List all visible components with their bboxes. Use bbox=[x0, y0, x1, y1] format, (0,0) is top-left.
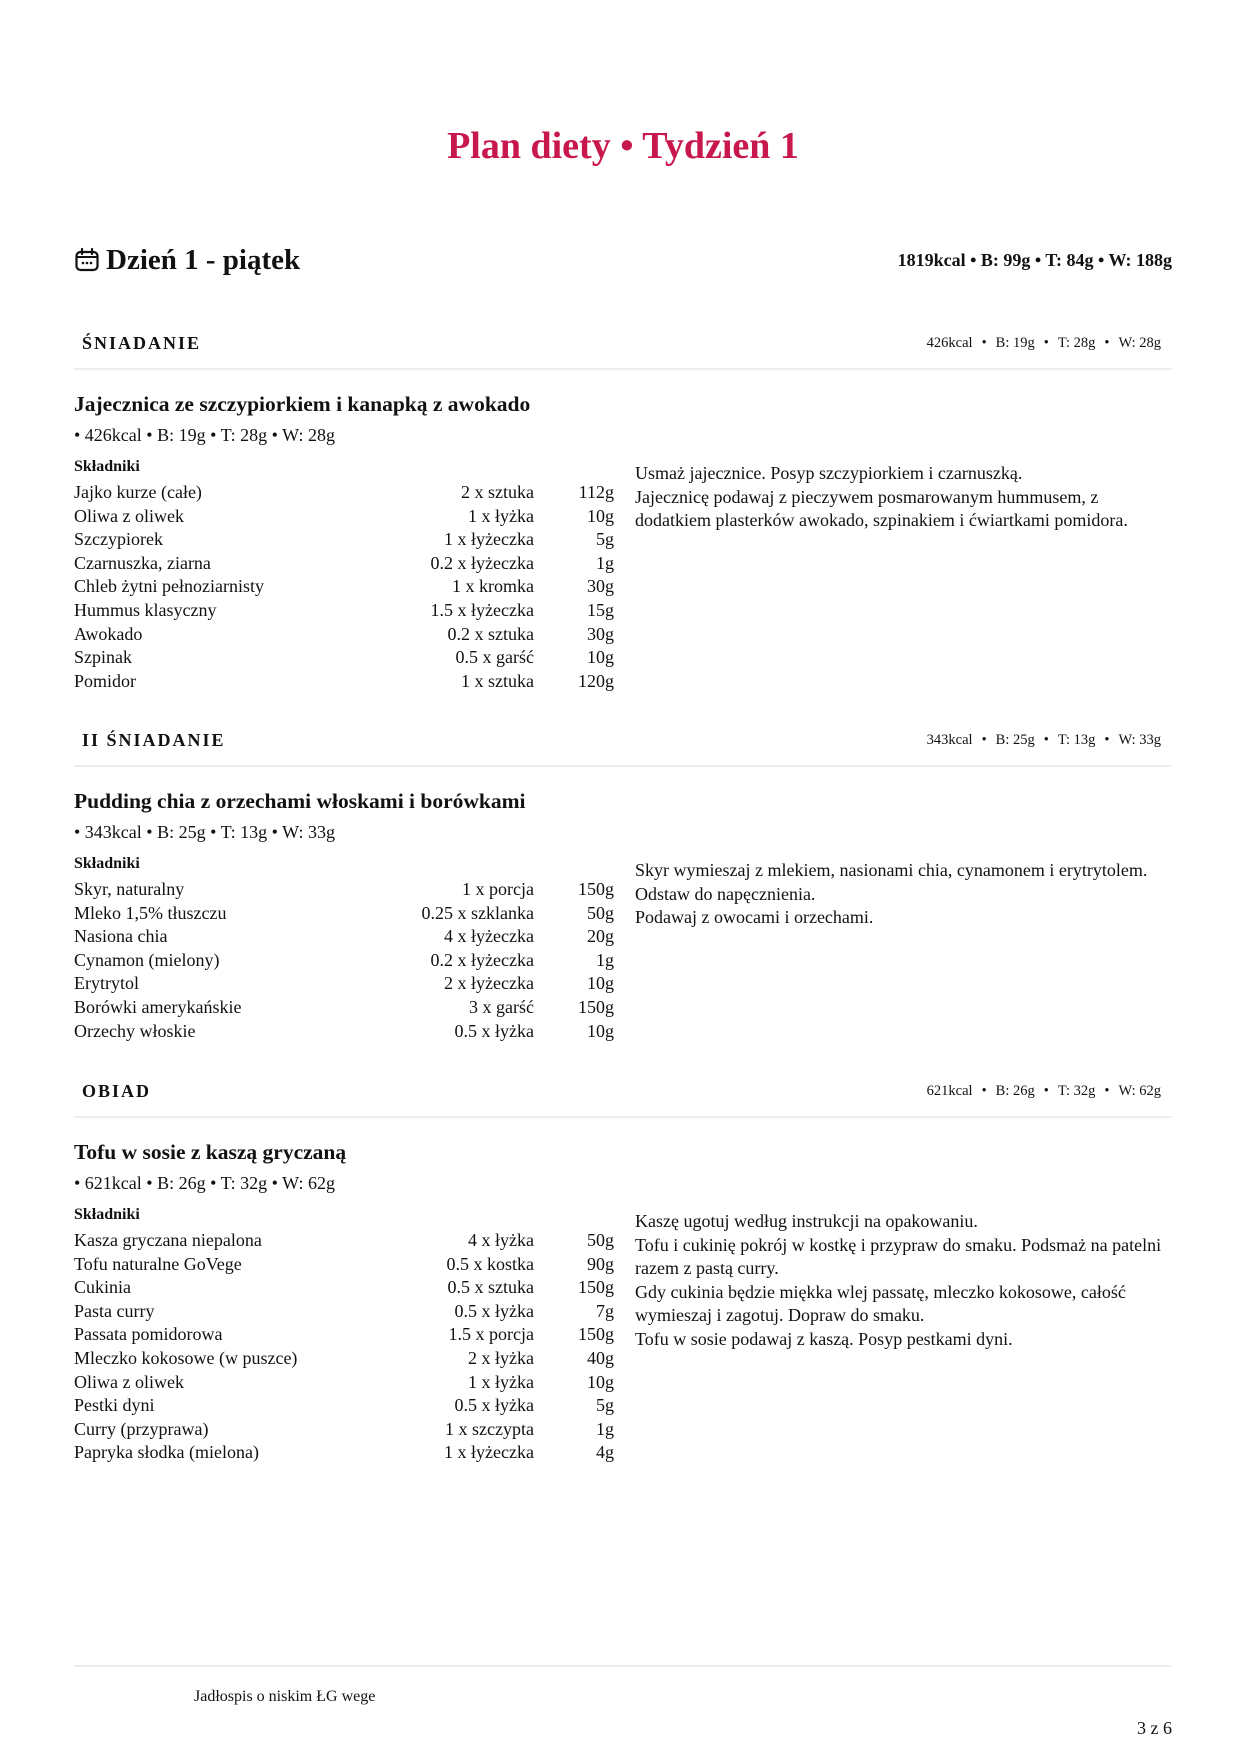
recipe-body bbox=[74, 1206, 1172, 1465]
meal-macros: 343kcal • B: 25g • T: 13g • W: 33g bbox=[926, 731, 1161, 748]
meal-macros: 621kcal • B: 26g • T: 32g • W: 62g bbox=[926, 1082, 1161, 1099]
document-page bbox=[74, 0, 1172, 1753]
ingredient-row bbox=[74, 575, 614, 599]
recipe-instructions bbox=[614, 458, 1172, 693]
ingredient-quantity: 0.5 x łyżka bbox=[454, 1020, 534, 1041]
ingredient-weight: 20g bbox=[587, 926, 614, 947]
ingredient-quantity: 1 x łyżeczka bbox=[444, 529, 534, 550]
ingredient-weight: 5g bbox=[596, 529, 614, 550]
ingredient-name: Czarnuszka, ziarna bbox=[74, 552, 211, 573]
meal-fat: T: 32g bbox=[1057, 1082, 1096, 1099]
ingredient-weight: 30g bbox=[587, 623, 614, 644]
ingredient-name: Skyr, naturalny bbox=[74, 879, 185, 899]
ingredient-row bbox=[74, 1229, 614, 1253]
ingredient-quantity: 1.5 x łyżeczka bbox=[430, 599, 534, 620]
document-title: Plan diety • Tydzień 1 bbox=[447, 125, 799, 167]
ingredient-name: Chleb żytni pełnoziarnisty bbox=[74, 576, 264, 597]
ingredient-row bbox=[74, 599, 614, 623]
meal-name: II ŚNIADANIE bbox=[82, 729, 226, 750]
ingredient-quantity: 2 x łyżka bbox=[468, 1347, 534, 1368]
ingredient-name: Erytrytol bbox=[74, 973, 139, 994]
recipe-title: Pudding chia z orzechami włoskami i borówkami bbox=[74, 789, 526, 813]
ingredient-quantity: 1 x łyżeczka bbox=[444, 1442, 534, 1463]
ingredient-name: Curry (przyprawa) bbox=[74, 1418, 209, 1439]
ingredient-weight: 10g bbox=[587, 1371, 614, 1392]
ingredient-quantity: 1 x szczypta bbox=[445, 1418, 534, 1439]
ingredient-name: Mleczko kokosowe (w puszce) bbox=[74, 1347, 298, 1368]
instruction-line: Tofu i cukinię pokrój w kostkę i przypraw do smaku. Podsmaż na patelni razem z pastą curry. bbox=[635, 1234, 1162, 1279]
instruction-line: Usmaż jajecznice. Posyp szczypiorkiem i czarnuszką. bbox=[635, 463, 1023, 483]
ingredient-row bbox=[74, 996, 614, 1020]
ingredient-quantity: 1 x łyżka bbox=[468, 505, 534, 526]
instruction-line: Kaszę ugotuj według instrukcji na opakowaniu. bbox=[635, 1211, 978, 1231]
meal-fat: T: 28g bbox=[1057, 334, 1096, 351]
ingredients-list bbox=[74, 1206, 614, 1465]
ingredient-rows bbox=[74, 878, 614, 1043]
ingredient-weight: 5g bbox=[596, 1395, 614, 1416]
meal-kcal: 426kcal bbox=[926, 334, 973, 351]
meal-header bbox=[74, 318, 1172, 370]
ingredient-row bbox=[74, 1020, 614, 1044]
meal-name: OBIAD bbox=[82, 1080, 152, 1101]
meal-carbs: W: 33g bbox=[1118, 731, 1161, 748]
ingredient-weight: 1g bbox=[596, 552, 614, 573]
ingredient-quantity: 0.2 x łyżeczka bbox=[430, 552, 534, 573]
meal-kcal: 343kcal bbox=[926, 731, 973, 748]
ingredient-row bbox=[74, 902, 614, 926]
meal-carbs: W: 62g bbox=[1118, 1082, 1161, 1099]
day-title-group bbox=[74, 244, 300, 277]
ingredient-quantity: 0.2 x sztuka bbox=[447, 623, 534, 644]
meal-carbs: W: 28g bbox=[1118, 334, 1161, 351]
ingredients-heading: Składniki bbox=[74, 458, 140, 475]
ingredient-row bbox=[74, 972, 614, 996]
day-title: Dzień 1 - piątek bbox=[106, 243, 301, 276]
ingredient-quantity: 0.2 x łyżeczka bbox=[430, 949, 534, 970]
ingredient-quantity: 4 x łyżka bbox=[468, 1230, 534, 1250]
ingredient-name: Nasiona chia bbox=[74, 926, 168, 947]
recipe-macros: • 343kcal • B: 25g • T: 13g • W: 33g bbox=[74, 822, 335, 842]
ingredient-name: Tofu naturalne GoVege bbox=[74, 1253, 242, 1274]
ingredient-name: Oliwa z oliwek bbox=[74, 505, 184, 526]
ingredient-row bbox=[74, 1253, 614, 1277]
ingredient-quantity: 0.5 x sztuka bbox=[447, 1277, 534, 1298]
recipe-macros: • 621kcal • B: 26g • T: 32g • W: 62g bbox=[74, 1173, 335, 1193]
ingredient-quantity: 4 x łyżeczka bbox=[444, 926, 534, 947]
ingredient-name: Orzechy włoskie bbox=[74, 1020, 196, 1041]
ingredient-row bbox=[74, 505, 614, 529]
recipe-macros: • 426kcal • B: 19g • T: 28g • W: 28g bbox=[74, 425, 335, 445]
ingredient-rows bbox=[74, 481, 614, 693]
ingredient-weight: 10g bbox=[587, 647, 614, 668]
ingredient-quantity: 0.25 x szklanka bbox=[421, 902, 534, 923]
ingredient-weight: 10g bbox=[587, 1020, 614, 1041]
ingredient-quantity: 0.5 x garść bbox=[455, 647, 534, 668]
ingredient-quantity: 1 x kromka bbox=[452, 576, 534, 597]
footer-text: Jadłospis o niskim ŁG wege bbox=[194, 1688, 376, 1705]
ingredient-row bbox=[74, 1300, 614, 1324]
ingredient-quantity: 1 x łyżka bbox=[468, 1371, 534, 1392]
ingredient-quantity: 0.5 x łyżka bbox=[454, 1395, 534, 1416]
instruction-line: Podawaj z owocami i orzechami. bbox=[635, 907, 874, 928]
ingredient-weight: 150g bbox=[578, 879, 614, 899]
ingredient-weight: 40g bbox=[587, 1347, 614, 1368]
ingredient-name: Awokado bbox=[74, 623, 143, 644]
meal-header bbox=[74, 715, 1172, 767]
ingredient-rows bbox=[74, 1229, 614, 1465]
ingredient-quantity: 3 x garść bbox=[469, 996, 534, 1017]
recipe-title: Tofu w sosie z kaszą gryczaną bbox=[74, 1140, 347, 1164]
ingredients-list bbox=[74, 458, 614, 693]
meal-name: ŚNIADANIE bbox=[82, 332, 202, 353]
page-number: 3 z 6 bbox=[1137, 1718, 1172, 1738]
meal-macros: 426kcal • B: 19g • T: 28g • W: 28g bbox=[926, 334, 1161, 351]
ingredient-name: Szpinak bbox=[74, 647, 132, 668]
ingredient-weight: 10g bbox=[587, 973, 614, 994]
instruction-line: Odstaw do napęcznienia. bbox=[635, 883, 816, 904]
ingredient-name: Passata pomidorowa bbox=[74, 1324, 223, 1345]
instruction-line: Tofu w sosie podawaj z kaszą. Posyp pestkami dyni. bbox=[635, 1328, 1013, 1349]
recipe-title: Jajecznica ze szczypiorkiem i kanapką z awokado bbox=[74, 392, 531, 416]
ingredient-weight: 150g bbox=[578, 1277, 614, 1298]
ingredient-weight: 15g bbox=[587, 599, 614, 620]
ingredient-row bbox=[74, 552, 614, 576]
ingredient-row bbox=[74, 1371, 614, 1395]
ingredient-quantity: 1 x porcja bbox=[462, 879, 534, 899]
ingredient-row bbox=[74, 670, 614, 694]
ingredient-weight: 50g bbox=[587, 902, 614, 923]
ingredients-heading: Składniki bbox=[74, 855, 140, 872]
ingredient-quantity: 1 x sztuka bbox=[461, 670, 534, 691]
meal-protein: B: 25g bbox=[995, 731, 1035, 748]
meal-section-sniadanie bbox=[74, 318, 1172, 693]
ingredient-quantity: 0.5 x łyżka bbox=[454, 1300, 534, 1321]
ingredient-name: Mleko 1,5% tłuszczu bbox=[74, 902, 227, 923]
day-macros: 1819kcal • B: 99g • T: 84g • W: 188g bbox=[897, 249, 1172, 270]
ingredient-name: Cynamon (mielony) bbox=[74, 949, 220, 970]
ingredient-quantity: 0.5 x kostka bbox=[446, 1253, 534, 1274]
ingredient-quantity: 2 x łyżeczka bbox=[444, 973, 534, 994]
ingredients-heading: Składniki bbox=[74, 1206, 140, 1223]
ingredient-name: Papryka słodka (mielona) bbox=[74, 1442, 259, 1463]
ingredient-row bbox=[74, 481, 614, 505]
ingredient-weight: 150g bbox=[578, 996, 614, 1017]
day-header bbox=[74, 240, 1172, 280]
ingredient-weight: 120g bbox=[578, 670, 614, 691]
calendar-icon bbox=[74, 247, 100, 273]
ingredient-row bbox=[74, 528, 614, 552]
ingredient-name: Cukinia bbox=[74, 1277, 131, 1298]
meal-protein: B: 19g bbox=[995, 334, 1035, 351]
recipe-body bbox=[74, 458, 1172, 693]
ingredient-row bbox=[74, 925, 614, 949]
ingredient-row bbox=[74, 1347, 614, 1371]
ingredient-row bbox=[74, 646, 614, 670]
ingredient-name: Kasza gryczana niepalona bbox=[74, 1230, 262, 1250]
ingredient-quantity: 1.5 x porcja bbox=[448, 1324, 534, 1345]
recipe-instructions bbox=[614, 1206, 1172, 1465]
ingredient-row bbox=[74, 1441, 614, 1465]
meal-protein: B: 26g bbox=[995, 1082, 1035, 1099]
ingredient-quantity: 2 x sztuka bbox=[461, 482, 534, 502]
ingredient-row bbox=[74, 878, 614, 902]
meal-fat: T: 13g bbox=[1057, 731, 1096, 748]
ingredient-name: Hummus klasyczny bbox=[74, 599, 217, 620]
footer-divider bbox=[74, 1665, 1172, 1667]
ingredient-name: Pomidor bbox=[74, 670, 137, 691]
instruction-line: Gdy cukinia będzie miękka wlej passatę, mleczko kokosowe, całość wymieszaj i zagotuj. Dopraw do smaku. bbox=[635, 1281, 1126, 1326]
ingredient-row bbox=[74, 623, 614, 647]
ingredient-weight: 30g bbox=[587, 576, 614, 597]
instruction-line: Jajecznicę podawaj z pieczywem posmarowanym hummusem, z dodatkiem plasterków awokado, szpinakiem i ćwiartkami pomidora. bbox=[635, 486, 1128, 531]
ingredient-weight: 50g bbox=[587, 1230, 614, 1250]
ingredient-weight: 150g bbox=[578, 1324, 614, 1345]
recipe-instructions bbox=[614, 855, 1172, 1043]
ingredient-name: Pasta curry bbox=[74, 1300, 155, 1321]
ingredient-name: Oliwa z oliwek bbox=[74, 1371, 184, 1392]
ingredient-name: Szczypiorek bbox=[74, 529, 163, 550]
recipe-body bbox=[74, 855, 1172, 1043]
ingredient-weight: 1g bbox=[596, 949, 614, 970]
ingredient-weight: 7g bbox=[596, 1300, 614, 1321]
ingredient-weight: 112g bbox=[578, 482, 614, 502]
instruction-line: Skyr wymieszaj z mlekiem, nasionami chia, cynamonem i erytrytolem. bbox=[635, 860, 1148, 880]
meal-section-ii-sniadanie bbox=[74, 715, 1172, 1043]
meal-kcal: 621kcal bbox=[926, 1082, 973, 1099]
ingredient-name: Pestki dyni bbox=[74, 1395, 155, 1416]
meal-header bbox=[74, 1066, 1172, 1118]
ingredient-row bbox=[74, 1323, 614, 1347]
ingredient-weight: 1g bbox=[596, 1418, 614, 1439]
ingredient-name: Jajko kurze (całe) bbox=[74, 482, 202, 502]
ingredient-row bbox=[74, 1418, 614, 1442]
ingredients-list bbox=[74, 855, 614, 1043]
ingredient-weight: 90g bbox=[587, 1253, 614, 1274]
ingredient-row bbox=[74, 1394, 614, 1418]
ingredient-name: Borówki amerykańskie bbox=[74, 996, 242, 1017]
ingredient-row bbox=[74, 949, 614, 973]
ingredient-weight: 10g bbox=[587, 505, 614, 526]
ingredient-row bbox=[74, 1276, 614, 1300]
ingredient-weight: 4g bbox=[596, 1442, 614, 1463]
meal-section-obiad bbox=[74, 1066, 1172, 1465]
